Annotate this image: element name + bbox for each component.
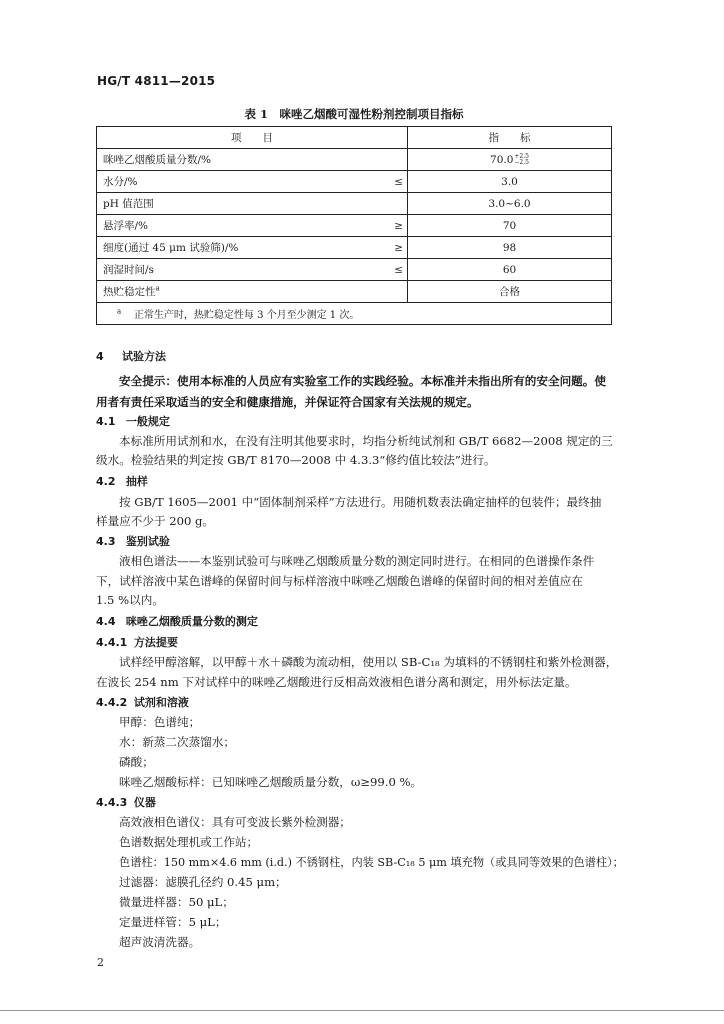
table-row <box>97 193 612 215</box>
spec-table <box>96 126 612 325</box>
row-value: 3.0 <box>408 171 612 193</box>
list-item: 磷酸； <box>119 755 154 769</box>
list-item: 定量进样管：5 μL； <box>119 915 227 929</box>
standard-code: HG/T 4811—2015 <box>97 74 216 88</box>
table-note <box>97 303 612 325</box>
paragraph-line: 液相色谱法——本鉴别试验可与咪唑乙烟酸质量分数的测定同时进行。在相同的色谱操作条件 <box>119 554 595 568</box>
paragraph-line: 按 GB/T 1605—2001 中“固体制剂采样”方法进行。用随机数表法确定抽样的包装件；最终抽 <box>119 495 602 509</box>
row-symbol: ≤ <box>367 171 408 193</box>
row-value: 98 <box>408 237 612 259</box>
row-item-text: 热贮稳定性 <box>103 286 156 298</box>
table-note-row <box>97 303 612 325</box>
table-caption: 表 1 咪唑乙烟酸可湿性粉剂控制项目指标 <box>244 107 464 121</box>
paragraph-line: 级水。检验结果的判定按 GB/T 8170—2008 中 4.3.3“修约值比较法”进行。 <box>96 453 496 467</box>
tolerance-upper: +2.5 <box>514 152 529 160</box>
list-item: 高效液相色谱仪：具有可变波长紫外检测器； <box>119 815 351 829</box>
list-item: 咪唑乙烟酸标样：已知咪唑乙烟酸质量分数，ω≥99.0 %。 <box>119 775 423 789</box>
row-value: 60 <box>408 259 612 281</box>
safety-notice: 安全提示：使用本标准的人员应有实验室工作的实践经验。本标准并未指出所有的安全问题。使 <box>119 374 606 388</box>
note-text: 正常生产时，热贮稳定性每 3 个月至少测定 1 次。 <box>133 310 360 321</box>
value-text: 70.0 <box>490 153 514 166</box>
row-item: 润湿时间/s <box>97 259 368 281</box>
row-item: 细度(通过 45 μm 试验筛)/% <box>97 237 368 259</box>
page-bottom-rule <box>0 1010 724 1011</box>
row-item: pH 值范围 <box>97 193 368 215</box>
paragraph-line: 在波长 254 nm 下对试样中的咪唑乙烟酸进行反相高效液相色谱分离和测定，用外标法定量。 <box>96 675 577 689</box>
list-item: 色谱柱：150 mm×4.6 mm (i.d.) 不锈钢柱，内装 SB-C₁₈ 5 μm 填充物（或具同等效果的色谱柱）； <box>119 856 624 869</box>
paragraph-line: 本标准所用试剂和水，在没有注明其他要求时，均指分析纯试剂和 GB/T 6682—2008 规定的三 <box>119 434 613 448</box>
footnote-ref: a <box>155 284 160 293</box>
subsection-heading: 4.4.1 方法提要 <box>96 636 178 649</box>
subsection-heading: 4.4.3 仪器 <box>96 796 156 809</box>
subsection-heading: 4.4.2 试剂和溶液 <box>96 696 189 709</box>
table-header-row <box>97 127 612 149</box>
paragraph-line: 下，试样溶液中某色谱峰的保留时间与标样溶液中咪唑乙烟酸色谱峰的保留时间的相对差值应在 <box>96 574 583 588</box>
paragraph-line: 1.5 %以内。 <box>96 593 164 607</box>
column-header-item: 项 目 <box>97 127 408 149</box>
row-symbol <box>367 193 408 215</box>
safety-notice-cont: 用者有责任采取适当的安全和健康措施，并保证符合国家有关法规的规定。 <box>96 395 479 409</box>
row-item: 悬浮率/% <box>97 215 368 237</box>
row-item: 水分/% <box>97 171 368 193</box>
list-item: 水：新蒸二次蒸馏水； <box>119 735 235 749</box>
table-row <box>97 281 612 303</box>
tolerance <box>514 154 529 166</box>
row-item: 咪唑乙烟酸质量分数/% <box>97 149 368 171</box>
table-row <box>97 259 612 281</box>
subsection-heading: 4.2 抽样 <box>96 475 148 488</box>
row-symbol: ≤ <box>367 259 408 281</box>
row-value: 合格 <box>408 281 612 303</box>
list-item: 过滤器：滤膜孔径约 0.45 μm； <box>119 875 287 889</box>
table-row <box>97 215 612 237</box>
table-row <box>97 149 612 171</box>
note-marker: a <box>117 307 122 316</box>
subsection-heading: 4.4 咪唑乙烟酸质量分数的测定 <box>96 615 258 628</box>
column-header-value: 指 标 <box>408 127 612 149</box>
list-item: 甲醇：色谱纯； <box>119 715 201 729</box>
row-symbol: ≥ <box>367 237 408 259</box>
paragraph-line: 样量应不少于 200 g。 <box>96 514 215 528</box>
row-value <box>408 149 612 171</box>
page-number: 2 <box>97 956 104 969</box>
list-item: 微量进样器：50 μL； <box>119 895 234 909</box>
list-item: 色谱数据处理机或工作站； <box>119 835 259 849</box>
row-symbol <box>367 149 408 171</box>
row-value: 70 <box>408 215 612 237</box>
subsection-heading: 4.1 一般规定 <box>96 415 170 428</box>
list-item: 超声波清洗器。 <box>119 935 201 949</box>
paragraph-line: 试样经甲醇溶解，以甲醇＋水＋磷酸为流动相，使用以 SB-C₁₈ 为填料的不锈钢柱和紫外检测器， <box>119 655 618 669</box>
row-symbol <box>367 281 408 303</box>
section-heading: 4 试验方法 <box>96 350 166 363</box>
table-row <box>97 237 612 259</box>
table-row <box>97 171 612 193</box>
tolerance-lower: −2.5 <box>514 158 529 166</box>
row-item <box>97 281 368 303</box>
row-value: 3.0~6.0 <box>408 193 612 215</box>
subsection-heading: 4.3 鉴别试验 <box>96 535 170 548</box>
row-symbol: ≥ <box>367 215 408 237</box>
